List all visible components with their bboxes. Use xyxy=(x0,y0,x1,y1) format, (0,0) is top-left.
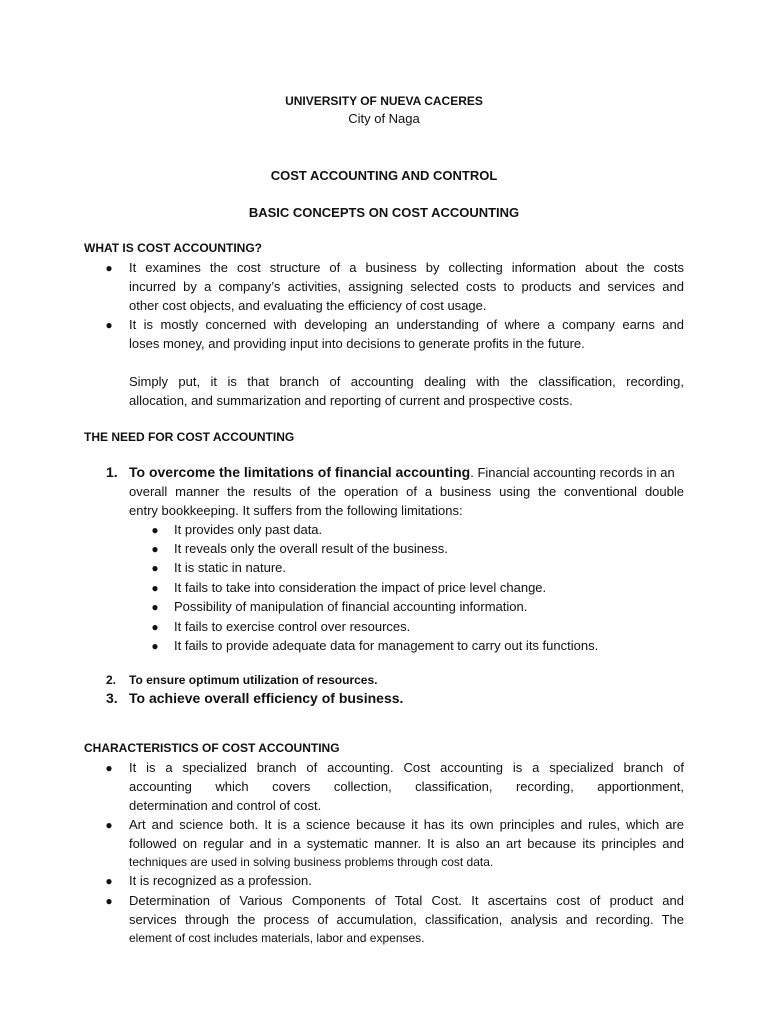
limitation-item: It reveals only the overall result of the business. xyxy=(174,541,448,556)
section-heading-characteristics: CHARACTERISTICS OF COST ACCOUNTING xyxy=(84,741,340,755)
bullet-icon: ● xyxy=(151,523,159,537)
bullet-icon: ● xyxy=(105,261,113,275)
characteristic1-line1: It is a specialized branch of accounting. Cost accounting is a specialized branch of xyxy=(129,760,684,775)
characteristic4-line3: element of cost includes materials, labor and expenses. xyxy=(129,931,425,945)
characteristic2-line1: Art and science both. It is a science because it has its own principles and rules, which are xyxy=(129,817,684,832)
need-item1-number: 1. xyxy=(106,464,118,480)
need-item1-line2: overall manner the results of the operation of a business using the conventional double xyxy=(129,484,684,499)
bullet-icon: ● xyxy=(151,639,159,653)
characteristic3-line1: It is recognized as a profession. xyxy=(129,873,312,888)
bullet-icon: ● xyxy=(151,542,159,556)
document-title: COST ACCOUNTING AND CONTROL xyxy=(270,168,498,183)
characteristic1-line3: determination and control of cost. xyxy=(129,798,322,813)
what-is-bullet2-line1: It is mostly concerned with developing an understanding of where a company earns and xyxy=(129,317,684,332)
what-is-bullet2-line2: loses money, and providing input into decisions to generate profits in the future. xyxy=(129,336,585,351)
bullet-icon: ● xyxy=(105,874,113,888)
what-is-bullet1-line2: incurred by a company’s activities, assigning selected costs to products and services and xyxy=(129,279,684,294)
limitation-item: It is static in nature. xyxy=(174,560,286,575)
need-item3-number: 3. xyxy=(106,690,118,706)
city-name: City of Naga xyxy=(348,111,420,126)
bullet-icon: ● xyxy=(151,600,159,614)
need-item3-text: To achieve overall efficiency of business. xyxy=(129,690,404,706)
characteristic4-line1: Determination of Various Components of Total Cost. It ascertains cost of product and xyxy=(129,893,684,908)
limitation-item: It provides only past data. xyxy=(174,522,323,537)
what-is-bullet1-line3: other cost objects, and evaluating the efficiency of cost usage. xyxy=(129,298,487,313)
bullet-icon: ● xyxy=(151,620,159,634)
bullet-icon: ● xyxy=(105,318,113,332)
characteristic4-line2: services through the process of accumulation, classification, analysis and recording. The xyxy=(129,912,684,927)
bullet-icon: ● xyxy=(105,818,113,832)
what-is-summary-line2: allocation, and summarization and reporting of current and prospective costs. xyxy=(129,393,573,408)
limitation-item: It fails to take into consideration the impact of price level change. xyxy=(174,580,547,595)
bullet-icon: ● xyxy=(105,894,113,908)
characteristic2-line2: followed on regular and in a systematic manner. It is also an art because its principles and xyxy=(129,836,684,851)
limitation-item: Possibility of manipulation of financial accounting information. xyxy=(174,599,528,614)
limitation-item: It fails to provide adequate data for management to carry out its functions. xyxy=(174,638,599,653)
characteristic1-line2: accounting which covers collection, classification, recording, apportionment, xyxy=(129,779,684,794)
section-heading-what-is: WHAT IS COST ACCOUNTING? xyxy=(84,241,262,255)
bullet-icon: ● xyxy=(105,761,113,775)
need-item1-rest: . Financial accounting records in an xyxy=(470,465,675,480)
bullet-icon: ● xyxy=(151,561,159,575)
section-heading-need: THE NEED FOR COST ACCOUNTING xyxy=(84,430,295,444)
need-item1-line1 xyxy=(129,463,684,482)
need-item1-line3: entry bookkeeping. It suffers from the following limitations: xyxy=(129,503,463,518)
limitation-item: It fails to exercise control over resources. xyxy=(174,619,411,634)
need-item1-bold: To overcome the limitations of financial accounting xyxy=(129,464,471,480)
what-is-summary-line1: Simply put, it is that branch of accounting dealing with the classification, recording, xyxy=(129,374,684,389)
what-is-bullet1-line1: It examines the cost structure of a business by collecting information about the costs xyxy=(129,260,684,275)
need-item2-number: 2. xyxy=(106,673,117,687)
document-subtitle: BASIC CONCEPTS ON COST ACCOUNTING xyxy=(248,205,520,220)
bullet-icon: ● xyxy=(151,581,159,595)
university-name: UNIVERSITY OF NUEVA CACERES xyxy=(285,94,483,108)
need-item2-text: To ensure optimum utilization of resources. xyxy=(129,673,378,687)
characteristic2-line3: techniques are used in solving business problems through cost data. xyxy=(129,855,494,869)
